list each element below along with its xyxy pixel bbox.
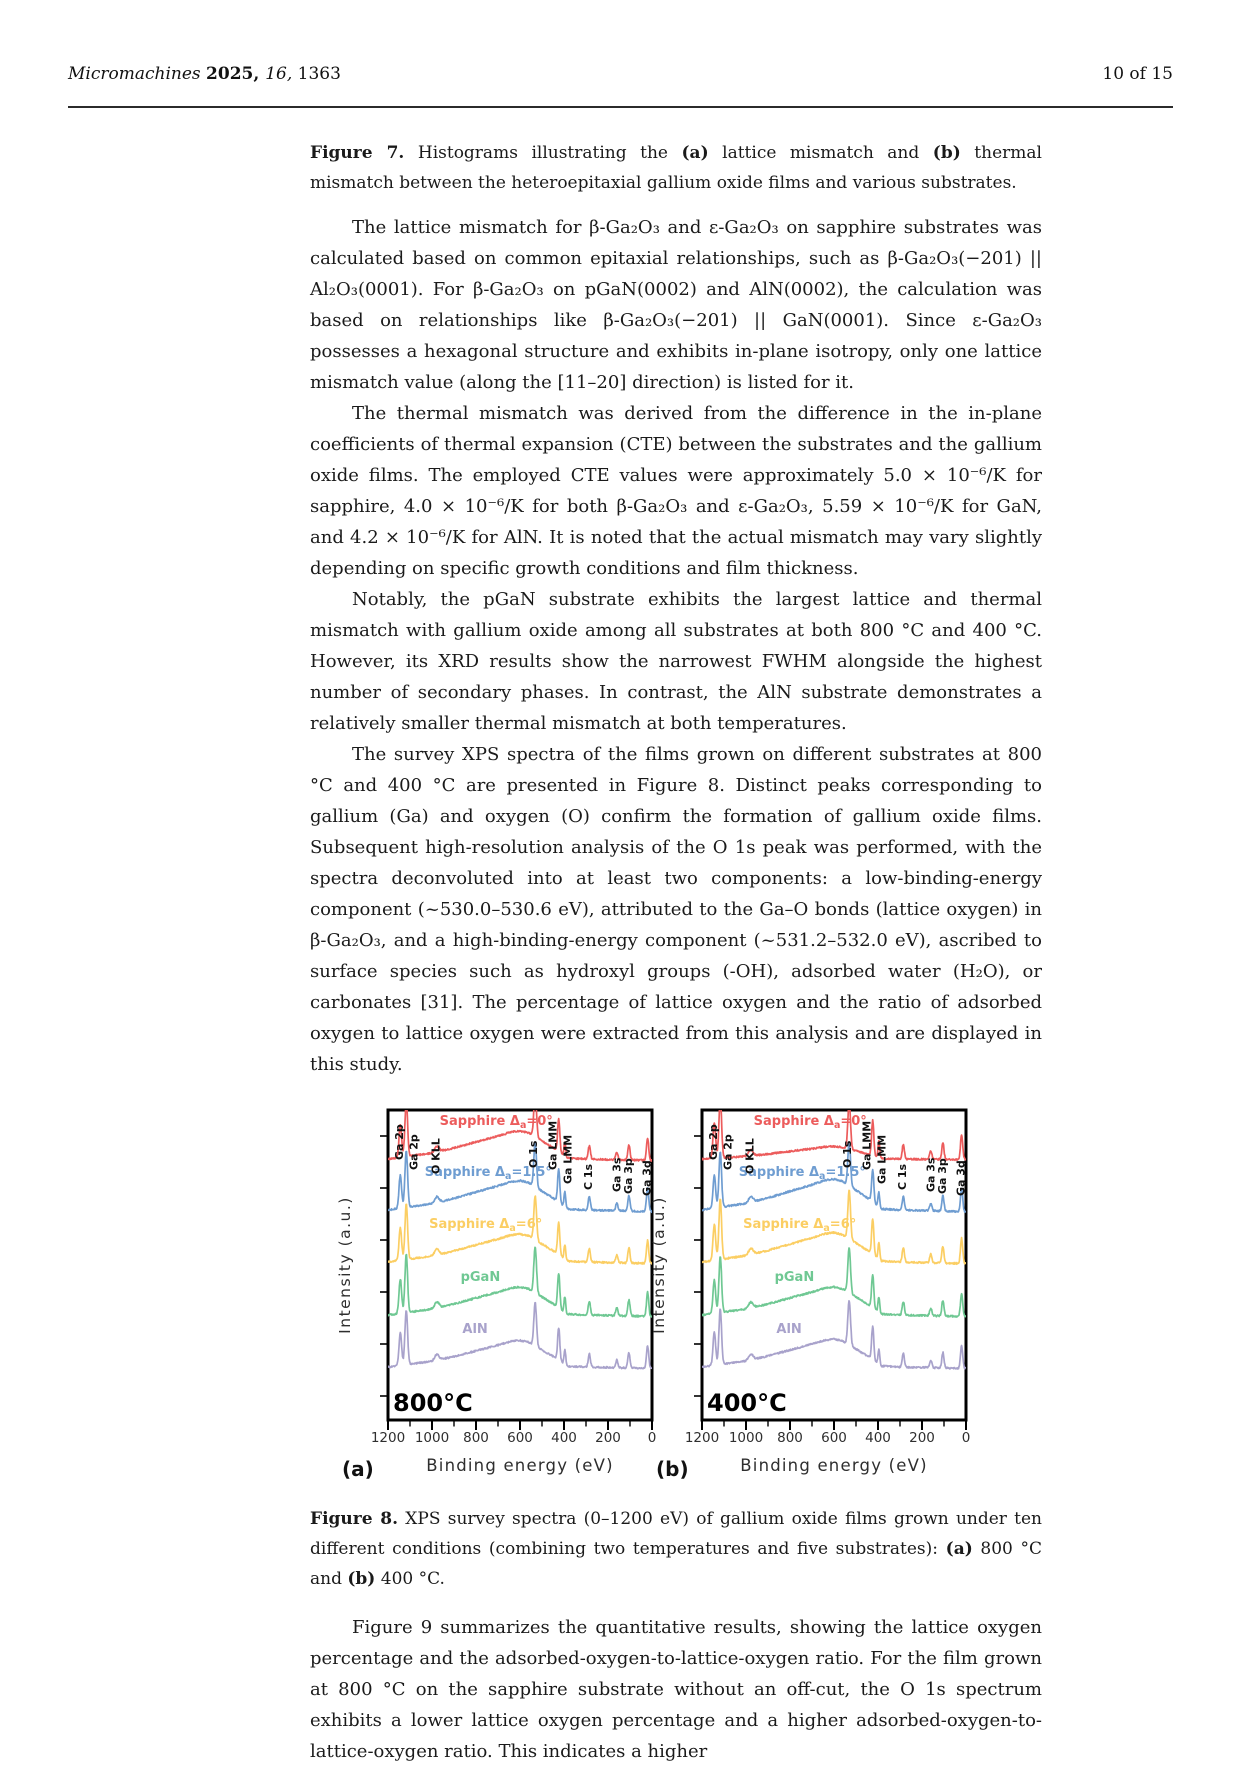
caption-text: XPS survey spectra (0–1200 eV) of gallium oxide films grown under ten different conditions (combining two temperatures and five substrates): — [310, 1509, 1042, 1559]
svg-text:Ga 2p: Ga 2p — [707, 1124, 720, 1160]
paragraph-pgan-mismatch: Notably, the pGaN substrate exhibits the largest lattice and thermal mismatch with gallium oxide among all substrates at both 800 °C and 400 °C. However, its XRD results show the narrowest FWHM alongside the highest number of secondary phases. In contrast, the AlN substrate demonstrates a relatively smaller thermal mismatch at both temperatures. — [310, 589, 1042, 734]
svg-text:800°C: 800°C — [393, 1389, 473, 1417]
svg-text:Sapphire Δa=0°: Sapphire $\Delta_a=0^\circ$ — [753, 1114, 867, 1131]
svg-text:600: 600 — [821, 1430, 847, 1446]
svg-text:(a): (a) — [342, 1457, 374, 1481]
caption-bold-a: (a) — [945, 1539, 973, 1559]
svg-text:Ga 2p: Ga 2p — [407, 1134, 421, 1170]
svg-text:Sapphire Δa=1.5°: Sapphire $\Delta_a=1.5^\circ$ — [738, 1165, 866, 1182]
svg-text:Ga 3d: Ga 3d — [640, 1160, 654, 1196]
journal-article: 1363 — [297, 64, 341, 84]
caption-bold-a: (a) — [681, 143, 709, 163]
svg-text:Intensity (a.u.): Intensity (a.u.) — [336, 1196, 354, 1334]
svg-text:1000: 1000 — [414, 1430, 450, 1446]
figure8-caption-label: Figure 8. — [310, 1509, 399, 1529]
svg-text:pGaN: pGaN — [774, 1270, 815, 1285]
svg-text:Ga 3p: Ga 3p — [936, 1158, 950, 1194]
svg-text:400: 400 — [551, 1430, 577, 1446]
svg-text:Ga 2p: Ga 2p — [393, 1124, 406, 1160]
journal-name: Micromachines — [68, 64, 207, 84]
journal-year: 2025, — [206, 64, 266, 84]
svg-text:Ga 2p: Ga 2p — [721, 1134, 735, 1170]
paragraph-figure9-summary: Figure 9 summarizes the quantitative results, showing the lattice oxygen percentage and the adsorbed-oxygen-to-lattice-oxygen ratio. For the film grown at 800 °C on the sapphire substrate without an off-cut, the O 1s spectrum exhibits a lower lattice oxygen percentage and a higher adsorbed-oxygen-to-lattice-oxygen ratio. This indicates a higher — [310, 1617, 1042, 1762]
svg-text:Binding energy (eV): Binding energy (eV) — [426, 1456, 614, 1475]
caption-text: Histograms illustrating the — [404, 143, 682, 163]
svg-text:AlN: AlN — [776, 1322, 802, 1337]
svg-text:C 1s: C 1s — [896, 1163, 910, 1190]
svg-text:AlN: AlN — [462, 1322, 488, 1337]
svg-text:200: 200 — [595, 1430, 621, 1446]
caption-text: 400 °C. — [375, 1569, 445, 1589]
svg-text:800: 800 — [777, 1430, 803, 1446]
svg-text:1000: 1000 — [728, 1430, 764, 1446]
caption-bold-b: (b) — [347, 1569, 376, 1589]
svg-text:(b): (b) — [656, 1457, 689, 1481]
header-page-info: 10 of 15 — [1102, 64, 1173, 84]
svg-text:O 1s: O 1s — [840, 1140, 854, 1168]
svg-text:400°C: 400°C — [707, 1389, 787, 1417]
content — [310, 138, 1042, 1767]
svg-text:Intensity (a.u.): Intensity (a.u.) — [650, 1196, 668, 1334]
svg-text:O KLL: O KLL — [429, 1138, 443, 1174]
figure8-chart — [310, 1100, 1042, 1498]
figure8-caption — [310, 1504, 1042, 1594]
caption-text: lattice mismatch and — [708, 143, 933, 163]
svg-text:pGaN: pGaN — [460, 1270, 501, 1285]
svg-text:C 1s: C 1s — [582, 1163, 596, 1190]
svg-text:0: 0 — [647, 1430, 657, 1446]
header — [68, 64, 1173, 84]
paragraph-lattice-mismatch: The lattice mismatch for β-Ga₂O₃ and ε-Ga₂O₃ on sapphire substrates was calculated based on common epitaxial relationships, such as β-Ga₂O₃(−201) || Al₂O₃(0001). For β-Ga₂O₃ on pGaN(0002) and AlN(0002), the calculation was based on relationships like β-Ga₂O₃(−201) || GaN(0001). Since ε-Ga₂O₃ possesses a hexagonal structure and exhibits in-plane isotropy, only one lattice mismatch value (along the [11–20] direction) is listed for it. — [310, 217, 1042, 393]
svg-text:Sapphire Δa=0°: Sapphire $\Delta_a=0^\circ$ — [439, 1114, 553, 1131]
xps-panel-b — [644, 1100, 974, 1490]
svg-text:O KLL: O KLL — [743, 1138, 757, 1174]
svg-text:Ga LMM: Ga LMM — [546, 1120, 560, 1170]
paragraph-xps-survey: The survey XPS spectra of the films grown on different substrates at 800 °C and 400 °C are presented in Figure 8. Distinct peaks corresponding to gallium (Ga) and oxygen (O) confirm the formation of gallium oxide films. Subsequent high-resolution analysis of the O 1s peak was performed, with the spectra deconvoluted into at least two components: a low-binding-energy component (~530.0–530.6 eV), attributed to the Ga–O bonds (lattice oxygen) in β-Ga₂O₃, and a high-binding-energy component (~531.2–532.0 eV), ascribed to surface species such as hydroxyl groups (-OH), adsorbed water (H₂O), or carbonates [31]. The percentage of lattice oxygen and the ratio of adsorbed oxygen to lattice oxygen were extracted from this analysis and are displayed in this study. — [310, 744, 1042, 1075]
figure7-caption-label: Figure 7. — [310, 143, 405, 163]
svg-text:0: 0 — [961, 1430, 971, 1446]
caption-bold-b: (b) — [932, 143, 961, 163]
journal-volume: 16, — [265, 64, 298, 84]
svg-text:Binding energy (eV): Binding energy (eV) — [740, 1456, 928, 1475]
header-rule — [68, 106, 1173, 108]
svg-text:Ga 3d: Ga 3d — [954, 1160, 968, 1196]
svg-text:Ga 3s: Ga 3s — [924, 1157, 938, 1192]
svg-text:800: 800 — [463, 1430, 489, 1446]
svg-text:400: 400 — [865, 1430, 891, 1446]
caption-text: 800 °C and — [310, 1539, 1043, 1589]
svg-text:Ga 3s: Ga 3s — [610, 1157, 624, 1192]
header-journal — [68, 64, 341, 84]
svg-text:Ga LMM: Ga LMM — [561, 1134, 575, 1184]
xps-panel-a — [330, 1100, 660, 1490]
svg-text:200: 200 — [909, 1430, 935, 1446]
svg-text:Ga 3p: Ga 3p — [622, 1158, 636, 1194]
svg-text:Sapphire Δa=6°: Sapphire $\Delta_a=6^\circ$ — [429, 1217, 543, 1234]
paragraph-thermal-mismatch: The thermal mismatch was derived from the difference in the in-plane coefficients of thermal expansion (CTE) between the substrates and the gallium oxide films. The employed CTE values were approximately 5.0 × 10⁻⁶/K for sapphire, 4.0 × 10⁻⁶/K for both β-Ga₂O₃ and ε-Ga₂O₃, 5.59 × 10⁻⁶/K for GaN, and 4.2 × 10⁻⁶/K for AlN. It is noted that the actual mismatch may vary slightly depending on specific growth conditions and film thickness. — [310, 403, 1042, 579]
svg-text:O 1s: O 1s — [526, 1140, 540, 1168]
svg-text:Sapphire Δa=1.5°: Sapphire $\Delta_a=1.5^\circ$ — [424, 1165, 552, 1182]
figure7-caption — [310, 138, 1042, 198]
svg-text:600: 600 — [507, 1430, 533, 1446]
svg-text:Sapphire Δa=6°: Sapphire $\Delta_a=6^\circ$ — [743, 1217, 857, 1234]
caption-text: thermal mismatch between the heteroepitaxial gallium oxide films and various substrates. — [310, 143, 1042, 193]
svg-text:1200: 1200 — [684, 1430, 720, 1446]
svg-text:Ga LMM: Ga LMM — [875, 1134, 889, 1184]
svg-text:1200: 1200 — [370, 1430, 406, 1446]
svg-text:Ga LMM: Ga LMM — [860, 1120, 874, 1170]
